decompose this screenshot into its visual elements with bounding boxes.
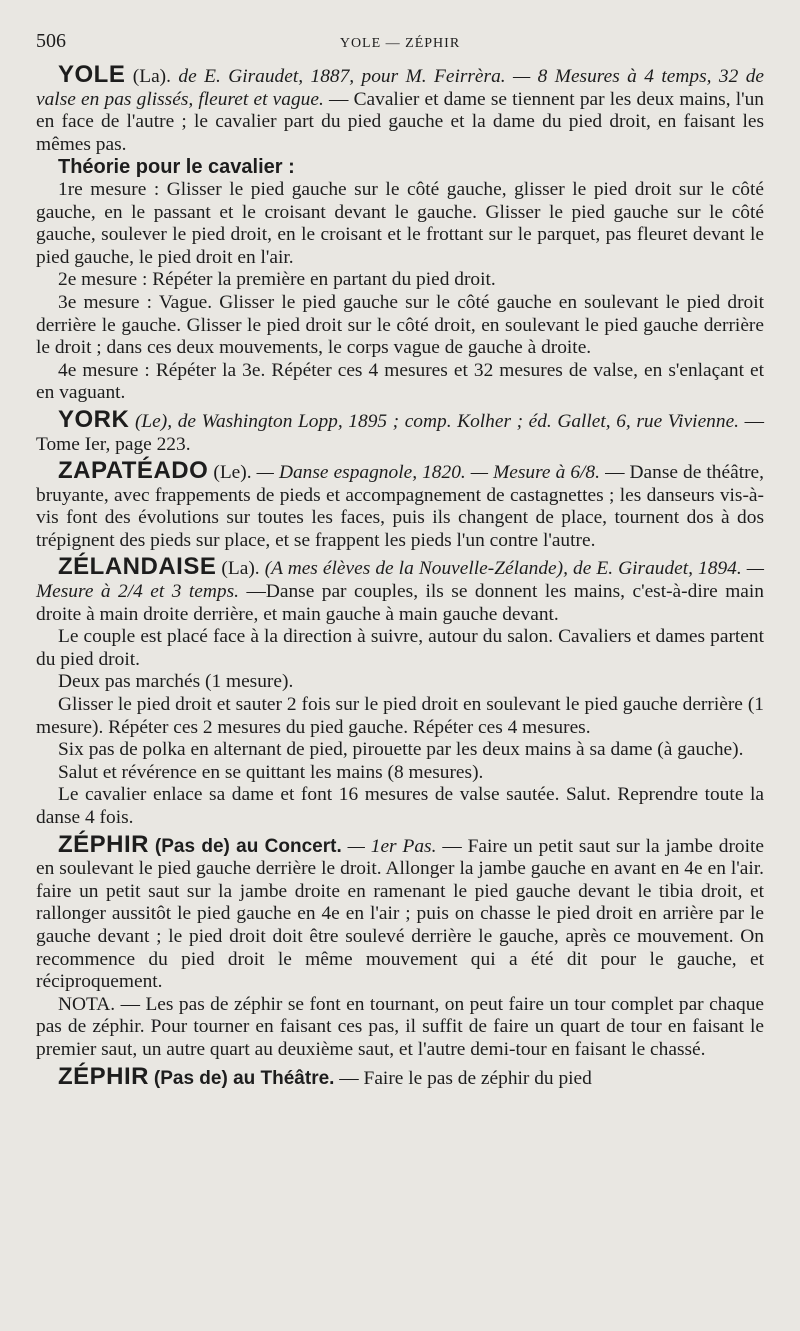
headword-article: (Le). (213, 462, 252, 484)
entry-italic-intro: de E. Giraudet, 1887, pour M. Feirrèra. — 8 Mesures à 4 temps, 32 de valse en pas glissés, fleuret et vague. (36, 66, 764, 110)
paragraph: Salut et révérence en se quittant les mains (8 mesures). (58, 761, 484, 783)
entry-intro (36, 830, 764, 994)
paragraph: Le couple est placé face à la direction à suivre, autour du salon. Cavaliers et dames partent du pied droit. (36, 626, 764, 670)
page-content (36, 61, 765, 1090)
headword: ZÉPHIR (58, 830, 150, 858)
headword: ZÉLANDAISE (58, 553, 217, 581)
entry-intro (36, 457, 764, 552)
entry-zephir-concert (36, 830, 764, 1062)
entry-intro (36, 405, 765, 456)
paragraph: 2e mesure : Répéter la première en partant du pied droit. (58, 269, 496, 291)
entry-intro (36, 553, 765, 626)
headword: ZAPATÉADO (58, 457, 209, 485)
section-title: Théorie pour le cavalier : (58, 156, 295, 179)
entry-intro-text: — Faire un petit saut sur la jambe droite en soulevant le pied gauche derrière le droit. Allonger la jambe gauche en avant en 4e en l'air. faire un petit saut sur la jambe droite en ramenant le pied gauche devant le tibia droit, et rallonger aussitôt le pied gauche en 4e en l'air ; puis on chasse le pied droit en arrière par le gauche devant ; le pied droit doit être soulevé derrière le gauche, après ce mouvement. On recommence du pied droit le même mouvement qui a été dit pour le gauche, et réciproquement. (36, 835, 764, 993)
entry-yole (36, 61, 764, 405)
headword-subhead: (Pas de) au Théâtre. (153, 1067, 335, 1089)
paragraph: 4e mesure : Répéter la 3e. Répéter ces 4 mesures et 32 mesures de valse, en s'enlaçant et en vaguant. (36, 359, 764, 404)
entry-zapateado (36, 457, 764, 552)
paragraph: Six pas de polka en alternant de pied, pirouette par les deux mains à sa dame (à gauche). (58, 739, 744, 761)
headword-subhead: (Pas de) au Concert. (154, 835, 342, 857)
entry-zelandaise (36, 553, 765, 829)
page-number: 506 (36, 30, 66, 52)
paragraph: Le cavalier enlace sa dame et font 16 mesures de valse sautée. Salut. Reprendre toute la danse 4 fois. (36, 784, 764, 828)
entry-intro-text: — Tome Ier, page 223. (36, 410, 765, 455)
entry-york (36, 405, 765, 456)
entry-intro-text: — Danse de théâtre, bruyante, avec frappements de pieds et accompagnement de castagnettes ; les danseurs vis-à-vis font des évolutions sur toutes les faces, puis ils changent de place, tournent dos à dos trépignent des pieds sur place, et se frappent les pieds l'un contre l'autre. (36, 462, 764, 551)
entry-italic-intro: — 1er Pas. (347, 835, 437, 857)
entry-intro-text: — Cavalier et dame se tiennent par les deux mains, l'un en face de l'autre ; le cavalier part du pied gauche et la dame du pied droit, en faisant les mêmes pas. (36, 88, 764, 155)
entry-intro (36, 61, 764, 156)
nota-paragraph: NOTA. — Les pas de zéphir se font en tournant, on peut faire un tour complet par chaque pas de zéphir. Pour tourner en faisant ces pas, il suffit de faire un quart de tour en faisant le premier saut, un autre quart au deuxième saut, et l'autre demi-tour en faisant le chassé. (36, 993, 764, 1060)
headword-article: (La). (132, 66, 171, 87)
entry-italic-intro: — Danse espagnole, 1820. — Mesure à 6/8. (256, 462, 600, 484)
entry-intro (36, 1062, 764, 1091)
paragraph: Deux pas marchés (1 mesure). (58, 671, 294, 693)
paragraph: Glisser le pied droit et sauter 2 fois sur le pied droit en soulevant le pied gauche derrière (1 mesure). Répéter ces 2 mesures du pied gauche. Répéter ces 4 mesures. (36, 694, 764, 738)
running-head: YOLE — ZÉPHIR (339, 36, 461, 51)
paragraph: 3e mesure : Vague. Glisser le pied gauche sur le côté gauche en soulevant le pied droit derrière le gauche. Glisser le pied droit sur le côté droit, en soulevant le pied gauche derrière le droit ; dans ces deux mouvements, le corps vague de gauche à droite. (36, 291, 764, 359)
entry-italic-intro: (A mes élèves de la Nouvelle-Zélande), de E. Giraudet, 1894. — Mesure à 2/4 et 3 temps. (36, 558, 764, 603)
headword: YORK (58, 405, 130, 433)
entry-intro-text: —Danse par couples, ils se donnent les mains, c'est-à-dire main droite à main droite derrière, et main gauche à main gauche devant. (36, 581, 765, 625)
headword: ZÉPHIR (58, 1062, 150, 1090)
headword: YOLE (58, 61, 126, 88)
page-header (36, 30, 764, 56)
headword-article: (Le), (134, 410, 173, 432)
paragraph: 1re mesure : Glisser le pied gauche sur le côté gauche, glisser le pied droit sur le côté gauche, en le passant et le croisant devant le gauche. Glisser le pied gauche sur le côté gauche, soulever le pied droit, en le croisant et le frottant sur le parquet, pas fleuret devant le pied gauche, le pied droit en l'air. (36, 178, 764, 268)
entry-italic-intro: de Washington Lopp, 1895 ; comp. Kolher ; éd. Gallet, 6, rue Vivienne. (177, 410, 740, 432)
entry-zephir-theatre (36, 1062, 764, 1091)
headword-article: (La). (221, 558, 260, 580)
entry-intro-text: — Faire le pas de zéphir du pied (339, 1067, 592, 1089)
